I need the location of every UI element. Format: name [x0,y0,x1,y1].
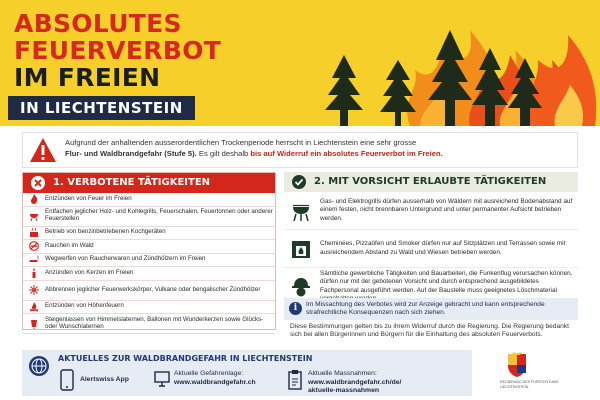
info-icon: i [289,302,302,315]
footer [22,350,578,396]
forbidden-item-text: Entzünden von Höhenfeuern [45,302,124,310]
footer-info-bar [22,350,472,396]
warning-notice [22,132,578,168]
forbidden-item-text: Steigenlassen von Himmelslaternen, Ballonen mit Wunderkerzen sowie Glücks- oder Wunschlaternen [45,315,264,330]
sky-lantern-icon [29,319,39,329]
forbidden-item-text: Entfachen jeglicher Holz- und Kohlegrills, Feuerschalen, Feuertonnen oder anderer Feuerstellen [45,208,273,222]
bonfire-icon [29,302,39,312]
candle-icon [29,268,39,278]
list-item [23,301,275,315]
allowed-item-text: Gas- und Elektrogrills dürfen ausserhalb von Wäldern mit ausreichend Bodenabstand auf einem festen, nicht brennbaren Untergrund und unter permanenter Aufsicht betrieben werden. [320,197,573,222]
list-item [23,240,275,254]
allowed-item-text: Sämtliche gewerbliche Tätigkeiten und Bauarbeiten, die Funkenflug verursachen können, dürfen nur mit der gebotenen Vorsicht und durch entsprechend ausgebildetes Fachpersonal ausgeführt werden. Auf der Baustelle muss geeignetes Löschmaterial [320,269,573,294]
forbidden-item-text: Anzünden von Kerzen im Freien [45,268,134,276]
alertswiss-app-link[interactable] [60,368,150,394]
smartphone-icon [60,369,74,391]
list-item [23,314,275,334]
forbidden-title: 1. VERBOTENE TÄTIGKEITEN [53,177,211,188]
danger-url[interactable]: www.waldbrandgefahr.ch [174,378,256,386]
fireplace-icon [290,239,312,259]
current-measures-link[interactable] [288,368,468,394]
measures-url-2[interactable]: aktuelle-massnahmen [308,387,380,394]
notice-connector: Es gilt deshalb [196,149,251,158]
allowed-list [284,192,578,306]
measures-label-text: Aktuelle Massnahmen: [308,370,377,377]
forbidden-header [23,173,275,193]
stove-icon [29,228,39,238]
title-line-2: FEUERVERBOT [14,36,222,65]
danger-label-text: Aktuelle Gefahrenlage: [174,370,244,377]
monitor-icon [154,369,170,391]
header-banner [0,0,600,126]
closing-statement: Diese Bestimmungen gelten bis zu ihrem Widerruf durch die Regierung. Die Regierung bedankt sich bei allen Bürgerinnen und Bürgern für die Einhaltung des absoluten Feuerverbots. [290,323,569,339]
notice-hazard-level: Flur- und Waldbrandgefahr (Stufe 5). [65,149,197,158]
footer-title: AKTUELLES ZUR WALDBRANDGEFAHR IN LIECHTENSTEIN [58,354,313,363]
warning-triangle-icon [29,137,57,163]
close-circle-icon [31,176,45,190]
list-item [284,192,578,230]
measures-url-1[interactable]: www.waldbrandgefahr.ch/de/ [308,378,402,386]
subtitle-banner: IN LIECHTENSTEIN [8,96,195,120]
forbidden-activities-panel [22,172,276,330]
forbidden-item-text: Betrieb von benzinbetriebenen Kochgeräten [45,228,166,236]
measures-label [308,370,401,396]
list-item [23,281,275,301]
fire-icon [29,194,39,204]
penalty-info-box [284,298,578,320]
clipboard-icon [288,369,302,391]
government-label: REGIERUNG DES FÜRSTENTUMS LIECHTENSTEIN [500,380,559,389]
penalty-text: Im Missachtung des Verbotes wird zur Anzeige gebracht und kann entsprechende strafrechtliche Konsequenzen nach sich ziehen. [306,301,545,316]
allowed-header [284,172,578,192]
list-item [284,230,578,268]
forest-fire-illustration [270,0,600,126]
notice-line-1: Aufgrund der anhaltenden ausserordentlichen Trockenperiode herrscht in Liechtenstein eine sehr grosse [65,138,417,147]
check-circle-icon [292,175,306,189]
title-line-3: IM FREIEN [14,63,161,92]
coat-of-arms-icon [506,352,528,378]
forbidden-item-text: Entzünden von Feuer im Freien [45,194,132,202]
page-title [14,10,221,91]
forbidden-item-text: Abbrennen jeglicher Feuerwerkskörper, Vulkane oder bengalischer Zündhölzer [45,285,261,293]
no-smoking-icon [29,241,39,251]
list-item [23,267,275,281]
allowed-item-text: Cheminées, Pizzaöfen und Smoker dürfen nur auf Sitzplätzen und Terrassen sowie mit ausreichendem Abstand zu Wald und Wiesen betrieben werden. [320,240,566,256]
forbidden-list [23,193,275,334]
government-crest [480,350,578,396]
notice-text [65,137,570,159]
globe-icon [29,356,49,376]
grill-icon [29,211,39,221]
gas-grill-icon [290,201,312,221]
forbidden-item-text: Rauchen im Wald [45,241,94,249]
forbidden-item-text: Wegwerfen von Raucherwaren und Zündhölzern im Freien [45,255,206,263]
list-item [23,254,275,268]
allowed-title: 2. MIT VORSICHT ERLAUBTE TÄTIGKEITEN [314,176,547,187]
fireworks-icon [29,285,39,295]
danger-label [174,370,256,387]
construction-worker-icon [290,277,312,297]
app-label: Alertswiss App [80,376,129,383]
cigarette-icon [29,255,39,265]
list-item [23,227,275,241]
danger-level-link[interactable] [154,368,284,394]
list-item [23,193,275,207]
list-item [23,207,275,227]
title-line-1: ABSOLUTES [14,9,182,38]
notice-ban-highlight: bis auf Widerruf ein absolutes Feuerverbot im Freien. [250,149,443,158]
